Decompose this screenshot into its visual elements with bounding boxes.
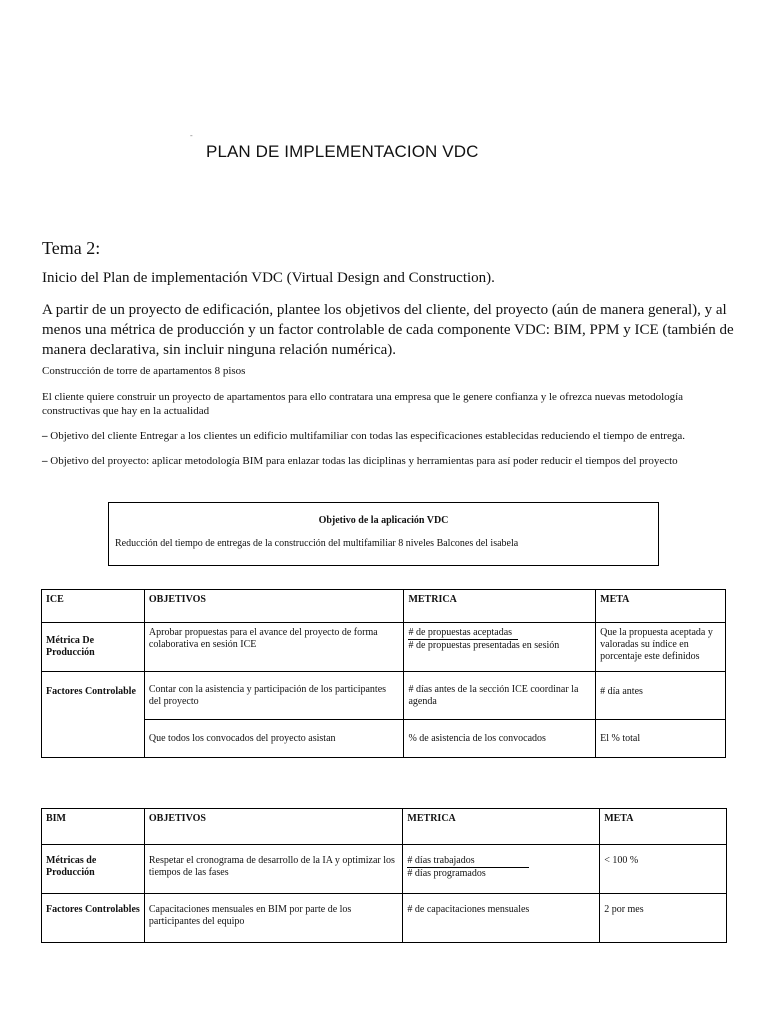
- client-objective-text: Objetivo del cliente Entregar a los clientes un edificio multifamiliar con todas las especificaciones establecidas reduciendo el tiempo de entrega.: [47, 430, 685, 442]
- vdc-objective-box: [108, 502, 659, 566]
- metric-cell: [404, 623, 596, 672]
- goal-cell: < 100 %: [600, 845, 727, 894]
- objective-cell: Contar con la asistencia y participación de los participantes del proyecto: [144, 672, 404, 720]
- header-cell: ICE: [42, 590, 145, 623]
- table-row: [42, 623, 726, 672]
- header-cell: OBJETIVOS: [144, 809, 403, 845]
- metric-denominator: # días programados: [407, 868, 486, 879]
- metric-cell: % de asistencia de los convocados: [404, 720, 596, 758]
- table-header-row: [42, 590, 726, 623]
- ice-table: [41, 589, 726, 758]
- header-cell: METRICA: [404, 590, 596, 623]
- vdc-box-text: Reducción del tiempo de entregas de la construcción del multifamiliar 8 niveles Balcones del isabela: [115, 538, 519, 549]
- table-row: [42, 672, 726, 720]
- goal-cell: El % total: [596, 720, 726, 758]
- header-cell: BIM: [42, 809, 145, 845]
- metric-fraction: [407, 855, 528, 880]
- table-row: [42, 894, 727, 943]
- goal-cell: 2 por mes: [600, 894, 727, 943]
- project-name: Construcción de torre de apartamentos 8 pisos: [42, 365, 246, 377]
- objective-cell: Capacitaciones mensuales en BIM por parte de los participantes del equipo: [144, 894, 403, 943]
- dash-bullet: –: [42, 455, 48, 467]
- metric-cell: # de capacitaciones mensuales: [403, 894, 600, 943]
- metric-cell: # días antes de la sección ICE coordinar la agenda: [404, 672, 596, 720]
- table-row: [42, 845, 727, 894]
- goal-cell: # día antes: [596, 672, 726, 720]
- intro-paragraph: Inicio del Plan de implementación VDC (Virtual Design and Construction).: [42, 270, 495, 286]
- header-cell: OBJETIVOS: [144, 590, 404, 623]
- metric-fraction: [408, 627, 559, 652]
- goal-cell: Que la propuesta aceptada y valoradas su índice en porcentaje este definidos: [596, 623, 726, 672]
- table-row: [42, 720, 726, 758]
- vdc-box-title: Objetivo de la aplicación VDC: [318, 515, 449, 526]
- objective-cell: Respetar el cronograma de desarrollo de la IA y optimizar los tiempos de las fases: [144, 845, 403, 894]
- metric-numerator: # de propuestas aceptadas: [408, 627, 518, 640]
- metric-denominator: # de propuestas presentadas en sesión: [408, 640, 560, 651]
- metric-numerator: # días trabajados: [407, 855, 528, 868]
- page-title: PLAN DE IMPLEMENTACION VDC: [206, 142, 479, 161]
- row-label: Factores Controlable: [42, 672, 145, 758]
- objective-cell: Que todos los convocados del proyecto asistan: [144, 720, 404, 758]
- header-cell: META: [600, 809, 727, 845]
- objective-cell: Aprobar propuestas para el avance del proyecto de forma colaborativa en sesión ICE: [144, 623, 404, 672]
- header-cell: META: [596, 590, 726, 623]
- row-label: Métricas de Producción: [42, 845, 145, 894]
- table-header-row: [42, 809, 727, 845]
- section-heading: Tema 2:: [42, 238, 101, 258]
- row-label: Factores Controlables: [42, 894, 145, 943]
- row-label: Métrica De Producción: [42, 623, 145, 672]
- project-objective-text: Objetivo del proyecto: aplicar metodología BIM para enlazar todas las diciplinas y herramientas para así poder reducir el tiempos del proyecto: [47, 455, 678, 467]
- stray-mark: -: [190, 131, 193, 140]
- prompt-paragraph: A partir de un proyecto de edificación, plantee los objetivos del cliente, del proyecto (aún de manera general), y al menos una métrica de producción y un factor controlable de cada componente VDC: BIM, PPM y ICE (también de manera declarativa, sin incluir ninguna relación numérica).: [42, 302, 734, 358]
- bim-table: [41, 808, 727, 943]
- dash-bullet: –: [42, 430, 48, 442]
- header-cell: METRICA: [403, 809, 600, 845]
- metric-cell: [403, 845, 600, 894]
- client-objective: [42, 429, 742, 443]
- project-objective: [42, 454, 762, 468]
- client-description: El cliente quiere construir un proyecto de apartamentos para ello contratara una empresa que le genere confianza y le ofrezca nuevas metodología constructivas que hay en la actualidad: [42, 391, 684, 417]
